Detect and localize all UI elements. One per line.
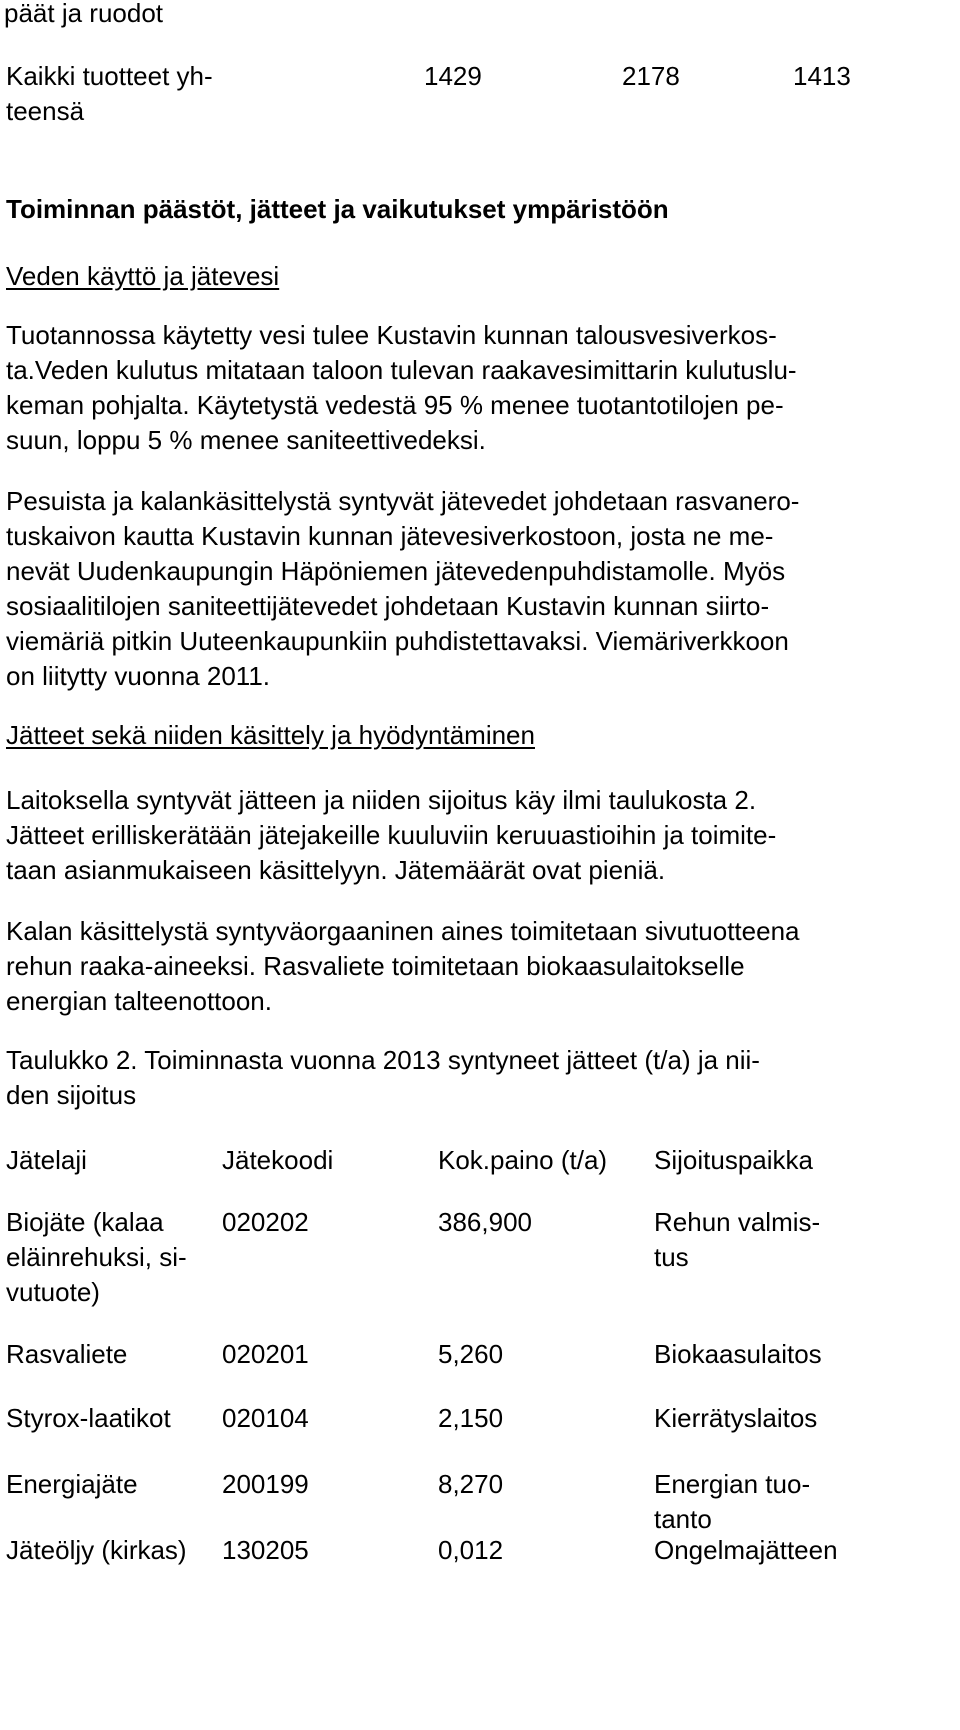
- table-header-sijoituspaikka: Sijoituspaikka: [654, 1145, 813, 1175]
- waste-para1-line: Laitoksella syntyvät jätteen ja niiden sijoitus käy ilmi taulukosta 2.: [6, 785, 757, 815]
- table-header-kokpaino: Kok.paino (t/a): [438, 1145, 608, 1175]
- table-cell-laji: vutuote): [6, 1277, 100, 1307]
- table-cell-paino: 2,150: [438, 1403, 504, 1433]
- water-para2-line: viemäriä pitkin Uuteenkaupunkiin puhdistettavaksi. Viemäriverkkoon: [6, 626, 789, 656]
- table-cell-paino: 0,012: [438, 1535, 504, 1565]
- water-para1-line: suun, loppu 5 % menee saniteettivedeksi.: [6, 425, 486, 455]
- table-cell-koodi: 130205: [222, 1535, 309, 1565]
- waste-para2-line: rehun raaka-aineeksi. Rasvaliete toimitetaan biokaasulaitokselle: [6, 951, 745, 981]
- table-cell-koodi: 020104: [222, 1403, 309, 1433]
- waste-para1-line: Jätteet erilliskerätään jätejakeille kuuluviin keruuastioihin ja toimite-: [6, 820, 777, 850]
- top-fragment-text: päät ja ruodot: [4, 0, 164, 28]
- table-cell-paikka: tanto: [654, 1504, 712, 1534]
- water-heading: Veden käyttö ja jätevesi: [6, 261, 280, 291]
- table-cell-koodi: 200199: [222, 1469, 309, 1499]
- table-cell-paikka: Biokaasulaitos: [654, 1339, 822, 1369]
- table-caption-line: Taulukko 2. Toiminnasta vuonna 2013 syntyneet jätteet (t/a) ja nii-: [6, 1045, 760, 1075]
- table-header-jatelaji: Jätelaji: [6, 1145, 87, 1175]
- waste-para2-line: Kalan käsittelystä syntyväorgaaninen aines toimitetaan sivutuotteena: [6, 916, 800, 946]
- table-header-jatekoodi: Jätekoodi: [222, 1145, 334, 1175]
- water-para2-line: sosiaalitilojen saniteettijätevedet johdetaan Kustavin kunnan siirto-: [6, 591, 770, 621]
- table-cell-paikka: tus: [654, 1242, 689, 1272]
- water-para2-line: nevät Uudenkaupungin Häpöniemen jätevedenpuhdistamolle. Myös: [6, 556, 786, 586]
- totals-label-line1: Kaikki tuotteet yh-: [6, 61, 213, 91]
- water-para2-line: tuskaivon kautta Kustavin kunnan jätevesiverkostoon, josta ne me-: [6, 521, 774, 551]
- table-cell-paikka: Kierrätyslaitos: [654, 1403, 818, 1433]
- water-para1-line: Tuotannossa käytetty vesi tulee Kustavin kunnan talousvesiverkos-: [6, 320, 777, 350]
- water-para1-line: ta.Veden kulutus mitataan taloon tulevan raakavesimittarin kulutuslu-: [6, 355, 797, 385]
- table-cell-laji: Jäteöljy (kirkas): [6, 1535, 187, 1565]
- waste-para1-line: taan asianmukaiseen käsittelyyn. Jätemäärät ovat pieniä.: [6, 855, 666, 885]
- table-cell-paikka: Rehun valmis-: [654, 1207, 821, 1237]
- table-cell-laji: Biojäte (kalaa: [6, 1207, 164, 1237]
- table-cell-paino: 386,900: [438, 1207, 532, 1237]
- table-cell-laji: Energiajäte: [6, 1469, 138, 1499]
- table-cell-paikka: Energian tuo-: [654, 1469, 811, 1499]
- table-cell-paino: 8,270: [438, 1469, 504, 1499]
- waste-heading: Jätteet sekä niiden käsittely ja hyödyntäminen: [6, 720, 535, 750]
- table-caption-line: den sijoitus: [6, 1080, 137, 1110]
- water-para1-line: keman pohjalta. Käytetystä vedestä 95 % menee tuotantotilojen pe-: [6, 390, 784, 420]
- totals-value-3: 1413: [793, 61, 851, 91]
- totals-value-2: 2178: [622, 61, 680, 91]
- water-para2-line: on liitytty vuonna 2011.: [6, 661, 271, 691]
- table-cell-koodi: 020202: [222, 1207, 309, 1237]
- table-cell-paikka: Ongelmajätteen: [654, 1535, 838, 1565]
- waste-para2-line: energian talteenottoon.: [6, 986, 272, 1016]
- section-heading: Toiminnan päästöt, jätteet ja vaikutukset ympäristöön: [6, 194, 669, 224]
- water-para2-line: Pesuista ja kalankäsittelystä syntyvät jätevedet johdetaan rasvanero-: [6, 486, 800, 516]
- totals-label-line2: teensä: [6, 96, 85, 126]
- table-cell-laji: eläinrehuksi, si-: [6, 1242, 187, 1272]
- table-cell-laji: Styrox-laatikot: [6, 1403, 171, 1433]
- totals-value-1: 1429: [424, 61, 482, 91]
- table-cell-laji: Rasvaliete: [6, 1339, 128, 1369]
- table-cell-paino: 5,260: [438, 1339, 504, 1369]
- table-cell-koodi: 020201: [222, 1339, 309, 1369]
